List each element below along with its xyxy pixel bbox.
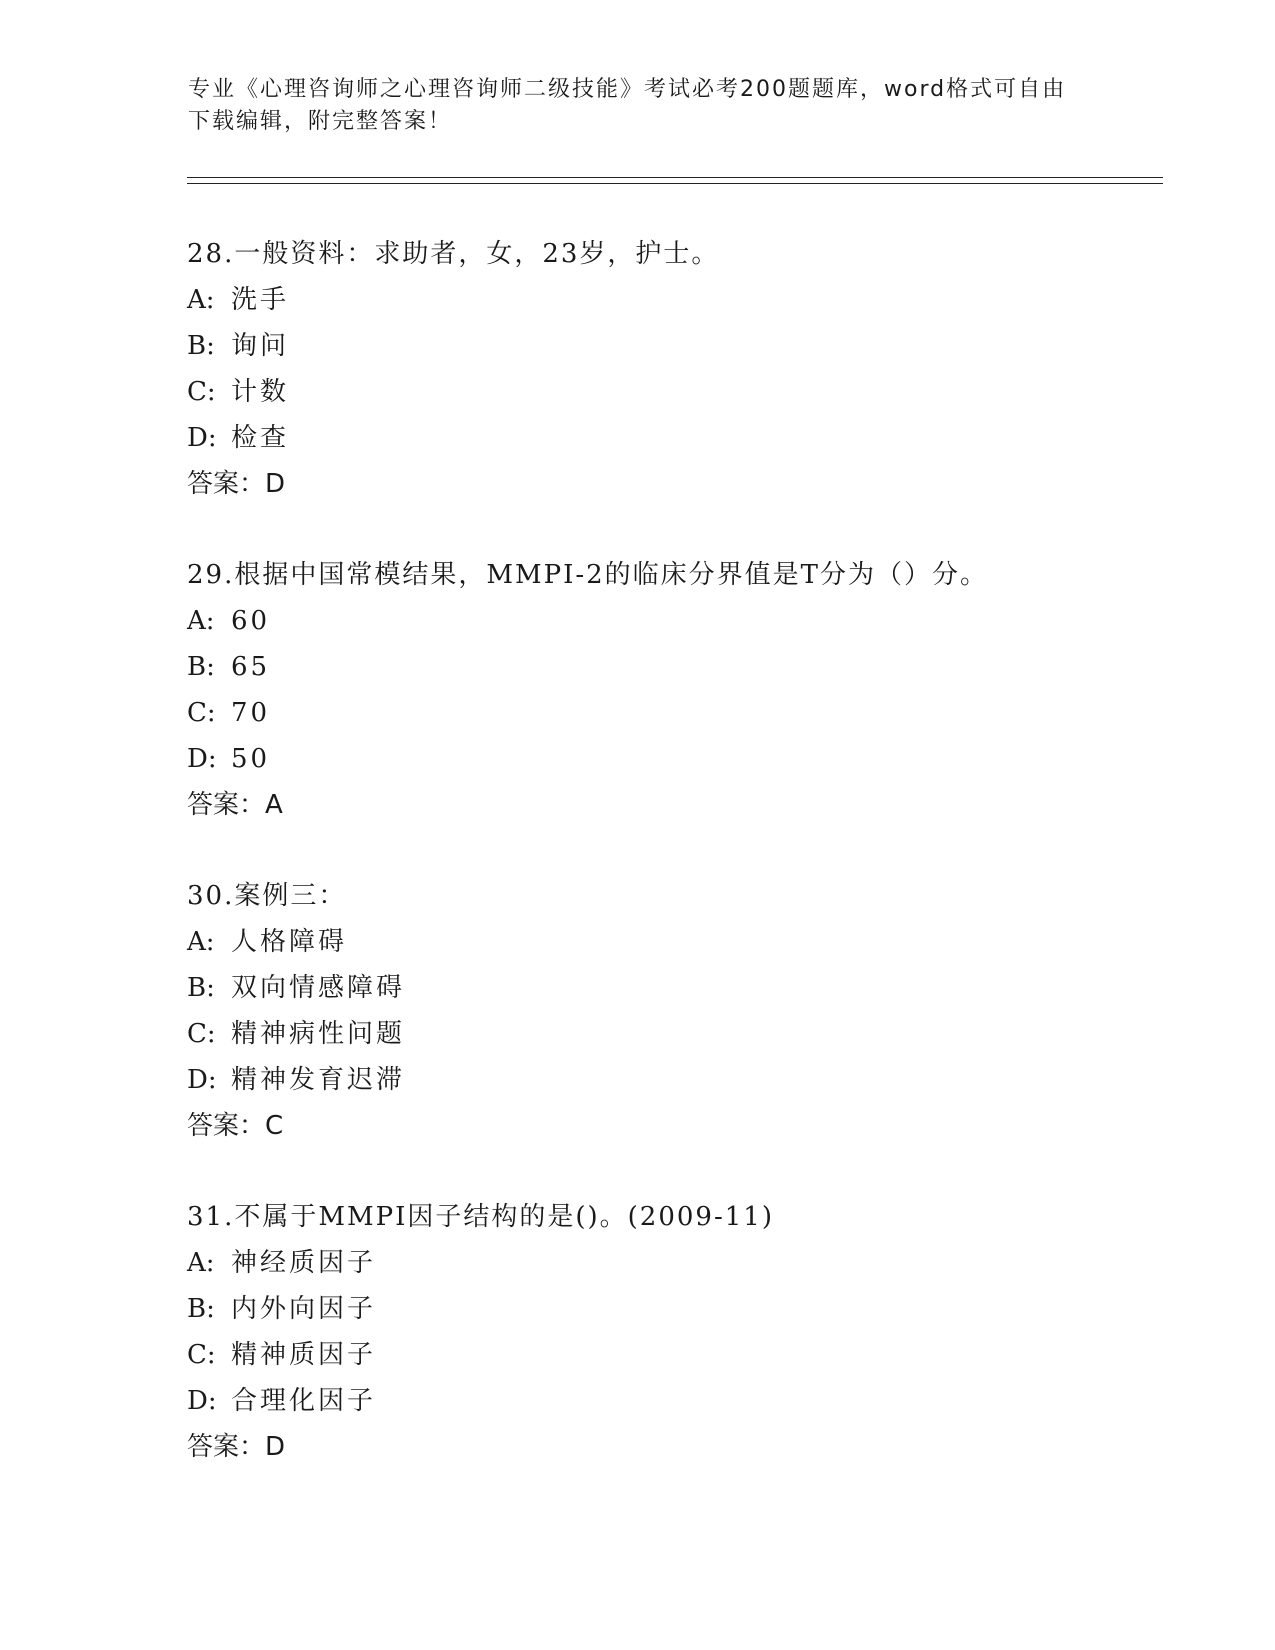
option-c	[187, 1338, 1147, 1384]
option-letter: B:	[187, 1294, 215, 1324]
option-text: 检查	[231, 423, 290, 453]
option-text: 70	[231, 698, 271, 728]
option-text: 50	[231, 744, 271, 774]
option-letter: C:	[187, 698, 216, 728]
option-letter: A:	[187, 285, 215, 315]
option-text: 询问	[231, 331, 290, 361]
option-a	[187, 283, 1147, 329]
question-stem: 28.一般资料：求助者，女，23岁，护士。	[187, 239, 720, 269]
question-29	[187, 558, 1147, 834]
option-text: 精神发育迟滞	[231, 1065, 406, 1095]
question-31	[187, 1200, 1147, 1476]
option-letter: C:	[187, 1019, 216, 1049]
question-28	[187, 237, 1147, 513]
option-text: 神经质因子	[231, 1248, 377, 1278]
option-text: 65	[231, 652, 271, 682]
option-text: 洗手	[231, 285, 290, 315]
option-b	[187, 650, 1147, 696]
option-text: 合理化因子	[231, 1386, 377, 1416]
option-d	[187, 742, 1147, 788]
option-text: 内外向因子	[231, 1294, 377, 1324]
option-b	[187, 329, 1147, 375]
option-text: 双向情感障碍	[231, 973, 406, 1003]
option-d	[187, 421, 1147, 467]
option-letter: A:	[187, 1248, 215, 1278]
option-d	[187, 1063, 1147, 1109]
option-letter: D:	[187, 1065, 217, 1095]
option-text: 计数	[231, 377, 290, 407]
answer-line: 答案：D	[187, 469, 286, 499]
option-letter: A:	[187, 606, 215, 636]
question-stem: 29.根据中国常模结果，MMPI-2的临床分界值是T分为（）分。	[187, 560, 989, 590]
option-text: 60	[231, 606, 271, 636]
question-30	[187, 879, 1147, 1155]
option-letter: D:	[187, 1386, 217, 1416]
option-letter: B:	[187, 652, 215, 682]
option-text: 精神病性问题	[231, 1019, 406, 1049]
option-c	[187, 375, 1147, 421]
option-text: 精神质因子	[231, 1340, 377, 1370]
option-letter: C:	[187, 1340, 216, 1370]
answer-line: 答案：C	[187, 1111, 284, 1141]
option-c	[187, 1017, 1147, 1063]
option-d	[187, 1384, 1147, 1430]
option-c	[187, 696, 1147, 742]
option-letter: D:	[187, 423, 217, 453]
option-text: 人格障碍	[231, 927, 348, 957]
answer-line: 答案：A	[187, 790, 283, 820]
option-b	[187, 1292, 1147, 1338]
option-letter: D:	[187, 744, 217, 774]
document-header-intro: 专业《心理咨询师之心理咨询师二级技能》考试必考200题题库，word格式可自由下载编辑，附完整答案！	[188, 77, 1067, 134]
question-stem: 30.案例三：	[187, 881, 347, 911]
option-a	[187, 1246, 1147, 1292]
answer-line: 答案：D	[187, 1432, 286, 1462]
option-letter: B:	[187, 331, 215, 361]
option-letter: B:	[187, 973, 215, 1003]
option-a	[187, 604, 1147, 650]
option-b	[187, 971, 1147, 1017]
option-letter: C:	[187, 377, 216, 407]
header-divider-top	[187, 177, 1163, 178]
option-letter: A:	[187, 927, 215, 957]
header-divider-bottom	[187, 183, 1163, 184]
option-a	[187, 925, 1147, 971]
question-stem: 31.不属于MMPI因子结构的是()。(2009-11)	[187, 1202, 774, 1232]
